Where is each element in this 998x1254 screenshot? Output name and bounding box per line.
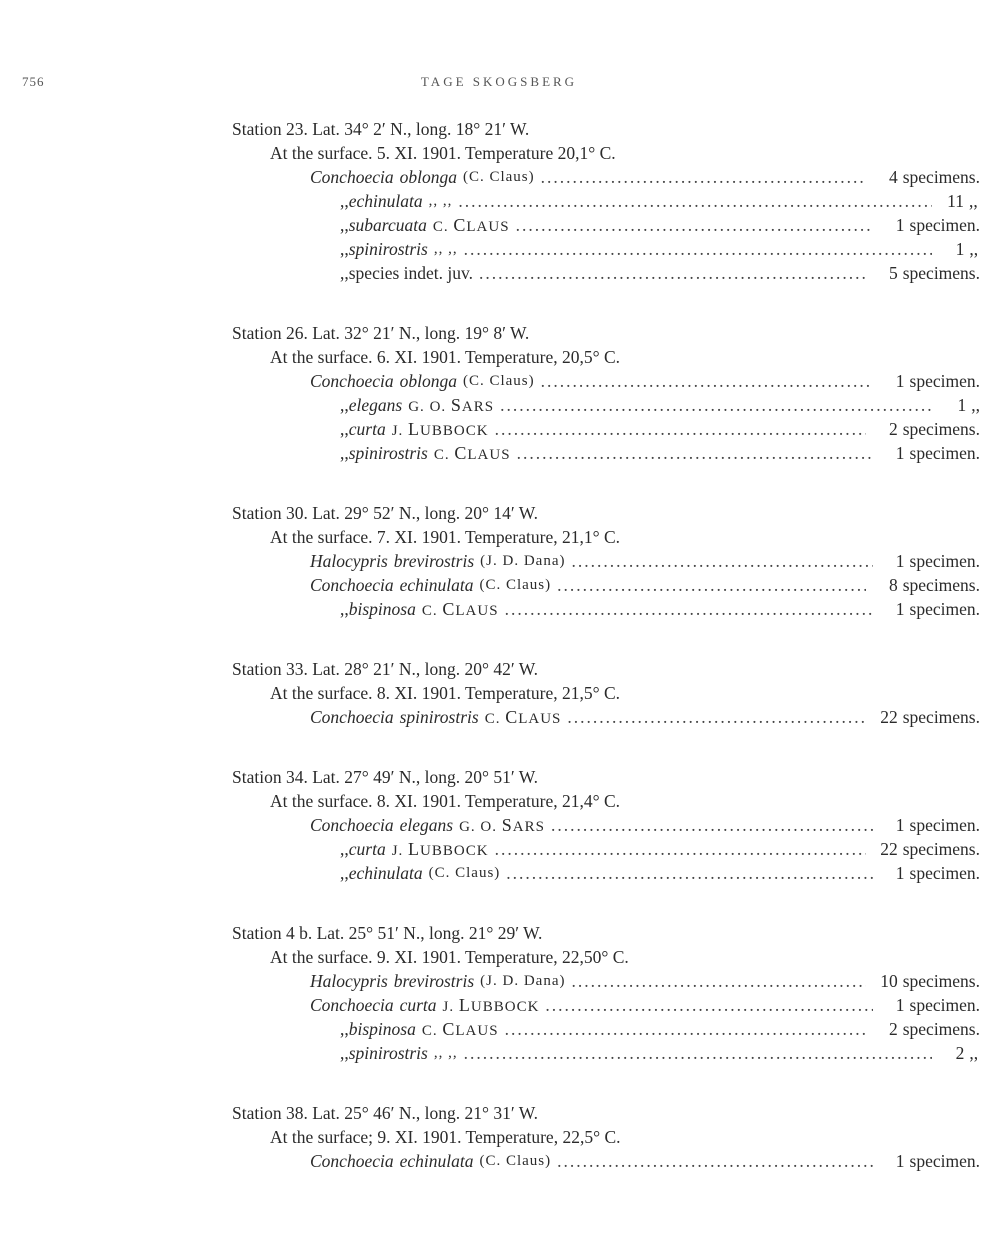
station-title: Station 33. Lat. 28° 21′ N., long. 20° 42′ W.: [232, 659, 539, 679]
specimen-entry: [310, 573, 980, 597]
ditto-mark: ,,: [340, 419, 349, 439]
genus-name: Halocypris: [310, 971, 388, 991]
station-block: [0, 657, 998, 729]
author-name: (C. Claus): [428, 865, 501, 881]
page-number: 756: [22, 74, 45, 89]
specimen-count: [872, 573, 980, 597]
count-number: 1: [957, 395, 967, 415]
author-name: G. O. SARS: [408, 395, 495, 415]
specimen-count: [872, 837, 980, 861]
station-block: [0, 921, 998, 1065]
author-name: C. CLAUS: [421, 1019, 499, 1039]
page-header: [0, 74, 998, 96]
author-name: J. LUBBOCK: [391, 419, 489, 439]
specimen-row: [0, 1149, 998, 1173]
station-title: Station 23. Lat. 34° 2′ N., long. 18° 21′ W.: [232, 119, 530, 139]
specimen-entry: [310, 705, 980, 729]
leader-dots: [495, 417, 866, 441]
count-unit: ,,: [969, 1043, 979, 1063]
specimen-entry: [310, 861, 980, 885]
station-detail: At the surface. 8. XI. 1901. Temperature, 21,5° C.: [270, 683, 621, 703]
specimen-count: [938, 1041, 980, 1065]
station-detail: At the surface. 7. XI. 1901. Temperature, 21,1° C.: [270, 527, 621, 547]
count-unit: ,,: [971, 395, 980, 415]
station-block: [0, 321, 998, 465]
station-title: Station 30. Lat. 29° 52′ N., long. 20° 14′ W.: [232, 503, 539, 523]
specimen-entry: [310, 189, 980, 213]
station-title: Station 4 b. Lat. 25° 51′ N., long. 21° 29′ W.: [232, 923, 543, 943]
specimen-entry: [310, 597, 980, 621]
genus-name: Conchoecia: [310, 1151, 394, 1171]
leader-dots: [517, 441, 873, 465]
leader-dots: [572, 969, 866, 993]
count-unit: specimens.: [902, 575, 980, 595]
ditto-mark: ,,: [340, 395, 349, 415]
leader-dots: [505, 597, 873, 621]
species-name: elegans: [348, 395, 403, 415]
count-unit: ,,: [968, 191, 978, 211]
count-number: 5: [888, 263, 898, 283]
species-name: curta: [348, 419, 386, 439]
specimen-count: [879, 549, 980, 573]
count-unit: specimen.: [909, 215, 980, 235]
count-number: 11: [947, 191, 964, 211]
count-number: 1: [895, 1151, 905, 1171]
count-number: 2: [888, 419, 898, 439]
species-name: spinirostris: [348, 1043, 428, 1063]
specimen-row: [0, 441, 998, 465]
specimen-count: [938, 237, 980, 261]
count-unit: specimens.: [902, 167, 980, 187]
specimen-entry: [310, 549, 980, 573]
genus-name: Conchoecia: [310, 707, 394, 727]
author-name: (C. Claus): [462, 373, 535, 389]
specimen-count: [872, 969, 980, 993]
specimen-row: [0, 861, 998, 885]
author-name: J. LUBBOCK: [442, 995, 540, 1015]
specimen-row: [0, 1017, 998, 1041]
author-name: ,, ,,: [428, 193, 453, 209]
genus-name: Conchoecia: [310, 575, 394, 595]
species-name: curta: [399, 995, 437, 1015]
count-unit: specimen.: [909, 443, 980, 463]
species-name: echinulata: [348, 191, 423, 211]
specimen-row: [0, 417, 998, 441]
specimen-row: [0, 993, 998, 1017]
count-number: 1: [895, 599, 905, 619]
count-unit: specimens.: [902, 707, 980, 727]
species-name: spinirostris: [399, 707, 479, 727]
leader-dots: [516, 213, 873, 237]
specimen-entry: [310, 1149, 980, 1173]
author-name: G. O. SARS: [459, 815, 545, 835]
count-number: 1: [895, 995, 905, 1015]
specimen-row: [0, 261, 998, 285]
station-title: Station 34. Lat. 27° 49′ N., long. 20° 51′ W.: [232, 767, 539, 787]
leader-dots: [572, 549, 873, 573]
leader-dots: [541, 369, 873, 393]
station-block: [0, 765, 998, 885]
specimen-entry: [310, 1041, 980, 1065]
genus-name: Conchoecia: [310, 815, 394, 835]
species-name: echinulata: [399, 575, 474, 595]
specimen-row: [0, 969, 998, 993]
genus-name: Conchoecia: [310, 167, 394, 187]
leader-dots: [545, 993, 872, 1017]
specimen-entry: [310, 165, 980, 189]
station-detail: At the surface. 9. XI. 1901. Temperature, 22,50° C.: [270, 947, 629, 967]
ditto-mark: ,,: [340, 239, 349, 259]
author-name: C. CLAUS: [421, 599, 499, 619]
ditto-mark: ,,: [340, 1043, 349, 1063]
count-unit: specimens.: [902, 263, 980, 283]
ditto-mark: ,,: [340, 215, 349, 235]
specimen-row: [0, 369, 998, 393]
running-head: TAGE SKOGSBERG: [420, 74, 578, 89]
station-detail: At the surface. 5. XI. 1901. Temperature 20,1° C.: [270, 143, 616, 163]
species-name: brevirostris: [393, 971, 475, 991]
specimen-count: [879, 1149, 980, 1173]
specimen-count: [872, 165, 980, 189]
specimen-row: [0, 549, 998, 573]
count-number: 1: [895, 815, 905, 835]
species-name: elegans: [399, 815, 454, 835]
ditto-mark: ,,: [340, 1019, 349, 1039]
leader-dots: [567, 705, 865, 729]
author-name: (J. D. Dana): [480, 553, 566, 569]
author-name: C. CLAUS: [432, 215, 510, 235]
specimen-count: [879, 441, 980, 465]
count-unit: specimens.: [902, 419, 980, 439]
station-title: Station 38. Lat. 25° 46′ N., long. 21° 31′ W.: [232, 1103, 539, 1123]
specimen-row: [0, 837, 998, 861]
species-name: brevirostris: [393, 551, 475, 571]
leader-dots: [464, 1041, 933, 1065]
count-number: 1: [895, 215, 905, 235]
leader-dots: [557, 573, 866, 597]
genus-name: Halocypris: [310, 551, 388, 571]
author-name: (C. Claus): [479, 1153, 552, 1169]
leader-dots: [458, 189, 932, 213]
author-name: C. CLAUS: [484, 707, 562, 727]
leader-dots: [495, 837, 866, 861]
ditto-mark: ,,: [340, 839, 349, 859]
specimen-row: [0, 597, 998, 621]
count-unit: specimen.: [909, 1151, 980, 1171]
count-number: 4: [888, 167, 898, 187]
ditto-mark: ,,: [340, 443, 349, 463]
specimen-count: [879, 993, 980, 1017]
specimen-entry: [310, 813, 980, 837]
specimen-count: [879, 861, 980, 885]
specimen-row: [0, 705, 998, 729]
author-name: ,, ,,: [433, 1045, 458, 1061]
specimen-count: [879, 813, 980, 837]
species-name: curta: [348, 839, 386, 859]
count-unit: specimens.: [902, 839, 980, 859]
count-unit: specimen.: [909, 599, 980, 619]
specimen-entry: [310, 993, 980, 1017]
specimen-entry: [310, 369, 980, 393]
species-name: species indet. juv.: [348, 263, 474, 283]
specimen-count: [872, 417, 980, 441]
specimen-entry: [310, 1017, 980, 1041]
species-name: spinirostris: [348, 239, 428, 259]
specimen-count: [938, 189, 980, 213]
specimen-row: [0, 1041, 998, 1065]
species-name: bispinosa: [348, 599, 416, 619]
count-number: 2: [888, 1019, 898, 1039]
species-name: bispinosa: [348, 1019, 416, 1039]
genus-name: Conchoecia: [310, 995, 394, 1015]
specimen-entry: [310, 441, 980, 465]
author-name: (J. D. Dana): [480, 973, 566, 989]
specimen-entry: [310, 237, 980, 261]
species-name: oblonga: [399, 371, 457, 391]
leader-dots: [479, 261, 866, 285]
specimen-entry: [310, 213, 980, 237]
species-name: subarcuata: [348, 215, 427, 235]
author-name: ,, ,,: [433, 241, 458, 257]
station-block: [0, 501, 998, 621]
specimen-row: [0, 213, 998, 237]
specimen-count: [940, 393, 980, 417]
author-name: (C. Claus): [462, 169, 535, 185]
author-name: J. LUBBOCK: [391, 839, 489, 859]
specimen-entry: [310, 261, 980, 285]
station-title: Station 26. Lat. 32° 21′ N., long. 19° 8′ W.: [232, 323, 530, 343]
ditto-mark: ,,: [340, 599, 349, 619]
leader-dots: [500, 393, 934, 417]
leader-dots: [464, 237, 933, 261]
specimen-entry: [310, 393, 980, 417]
count-unit: specimen.: [909, 815, 980, 835]
specimen-entry: [310, 417, 980, 441]
count-unit: specimen.: [909, 551, 980, 571]
count-number: 22: [880, 839, 898, 859]
count-number: 1: [895, 863, 905, 883]
station-detail: At the surface; 9. XI. 1901. Temperature, 22,5° C.: [270, 1127, 621, 1147]
leader-dots: [557, 1149, 872, 1173]
specimen-count: [872, 261, 980, 285]
count-number: 1: [895, 371, 905, 391]
specimen-row: [0, 573, 998, 597]
count-number: 1: [895, 551, 905, 571]
count-number: 2: [955, 1043, 965, 1063]
author-name: (C. Claus): [479, 577, 552, 593]
count-unit: specimen.: [909, 863, 980, 883]
specimen-row: [0, 165, 998, 189]
species-name: spinirostris: [348, 443, 428, 463]
specimen-count: [879, 369, 980, 393]
count-number: 8: [888, 575, 898, 595]
count-unit: specimen.: [909, 995, 980, 1015]
station-block: [0, 1101, 998, 1173]
station-block: [0, 117, 998, 285]
count-number: 1: [895, 443, 905, 463]
specimen-count: [879, 213, 980, 237]
count-unit: specimen.: [909, 371, 980, 391]
specimen-row: [0, 189, 998, 213]
specimen-entry: [310, 837, 980, 861]
specimen-row: [0, 393, 998, 417]
count-unit: ,,: [969, 239, 979, 259]
author-name: C. CLAUS: [433, 443, 511, 463]
leader-dots: [505, 1017, 866, 1041]
count-unit: specimens.: [902, 971, 980, 991]
specimen-entry: [310, 969, 980, 993]
species-name: echinulata: [399, 1151, 474, 1171]
station-detail: At the surface. 8. XI. 1901. Temperature, 21,4° C.: [270, 791, 621, 811]
ditto-mark: ,,: [340, 263, 349, 283]
species-name: echinulata: [348, 863, 423, 883]
specimen-count: [872, 705, 980, 729]
station-list: [0, 117, 998, 1209]
ditto-mark: ,,: [340, 191, 349, 211]
specimen-row: [0, 237, 998, 261]
species-name: oblonga: [399, 167, 457, 187]
leader-dots: [541, 165, 866, 189]
count-unit: specimens.: [902, 1019, 980, 1039]
ditto-mark: ,,: [340, 863, 349, 883]
specimen-count: [872, 1017, 980, 1041]
specimen-row: [0, 813, 998, 837]
count-number: 22: [880, 707, 898, 727]
leader-dots: [551, 813, 873, 837]
leader-dots: [506, 861, 872, 885]
station-detail: At the surface. 6. XI. 1901. Temperature, 20,5° C.: [270, 347, 621, 367]
specimen-count: [879, 597, 980, 621]
genus-name: Conchoecia: [310, 371, 394, 391]
count-number: 1: [955, 239, 965, 259]
count-number: 10: [880, 971, 898, 991]
